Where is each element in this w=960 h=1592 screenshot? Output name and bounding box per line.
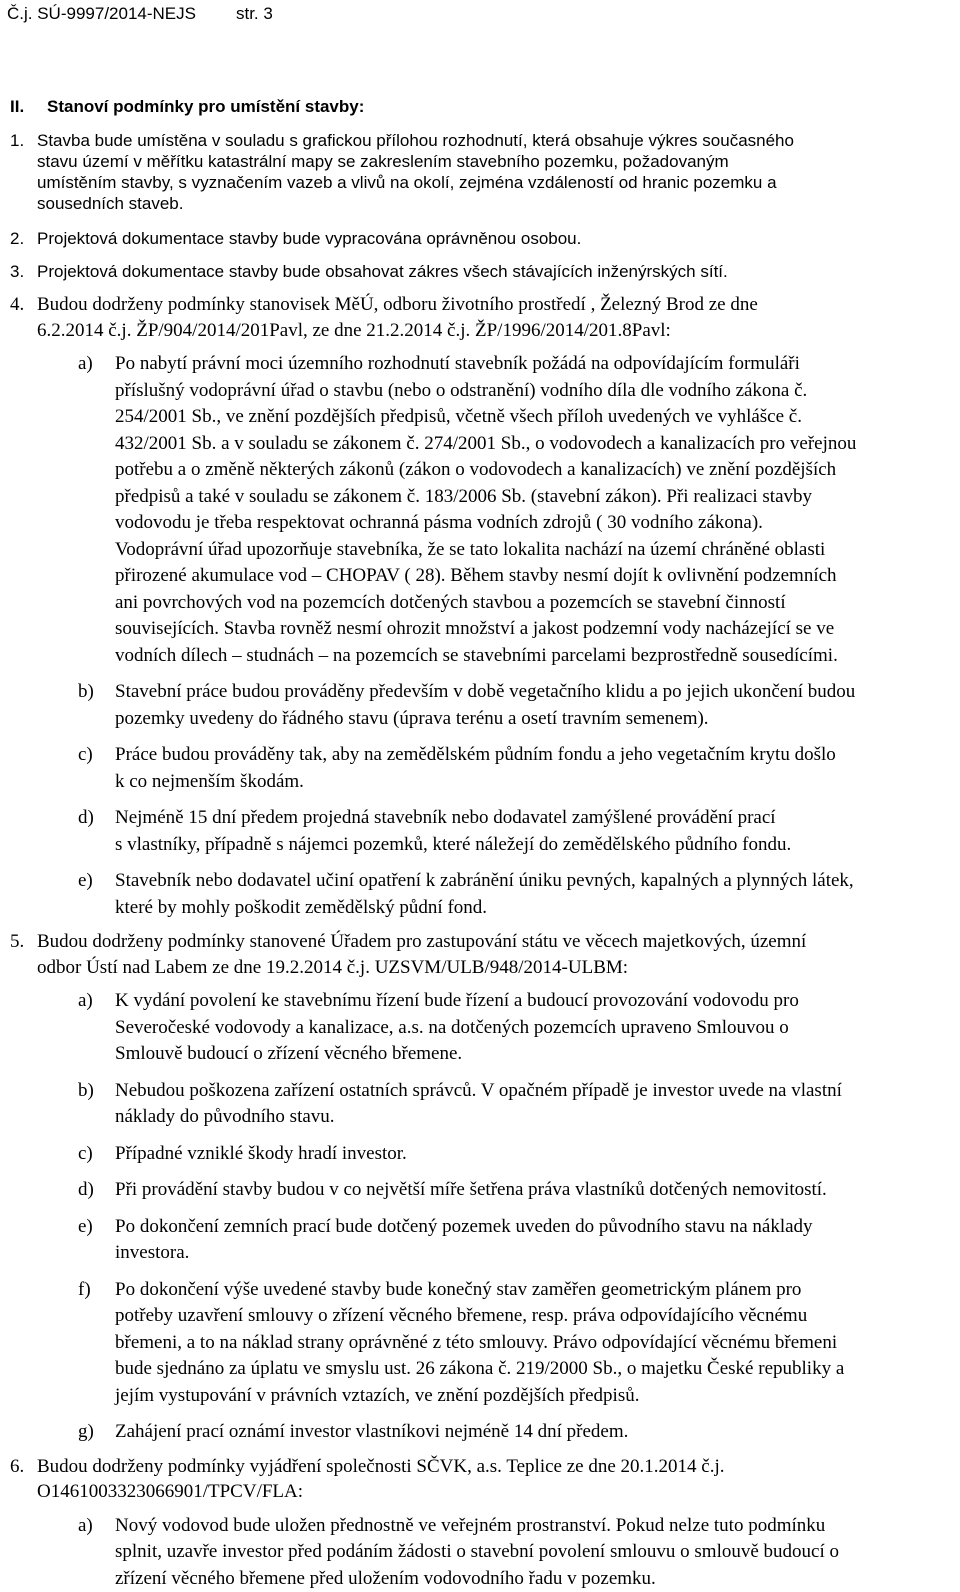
condition-label: c) (78, 742, 93, 769)
page-number: str. 3 (236, 4, 273, 23)
text-line: přirozené akumulace vod – CHOPAV ( 28). Během stavby nesmí dojít k ovlivnění podzemních (115, 563, 960, 590)
point-number: 3. (10, 261, 24, 282)
text-line: splnit, uzavře investor před podáním žádosti o stavební povolení smlouvu o smlouvě budoucí o (115, 1539, 960, 1566)
text-line: vodních dílech – studnách – na pozemcích se stavebními parcelami bezprostředně sousedícími. (115, 643, 960, 670)
condition-label: c) (78, 1141, 93, 1168)
page-header (7, 4, 273, 24)
condition-5e (37, 1214, 960, 1267)
condition-5c (37, 1141, 960, 1168)
condition-label: e) (78, 868, 93, 895)
condition-label: g) (78, 1419, 94, 1446)
text-line: odbor Ústí nad Labem ze dne 19.2.2014 č.j. UZSVM/ULB/948/2014-ULBM: (37, 955, 960, 981)
condition-label: b) (78, 1078, 94, 1105)
condition-5f (37, 1277, 960, 1410)
text-line: Projektová dokumentace stavby bude obsahovat zákres všech stávajících inženýrských sítí. (37, 261, 960, 282)
text-line: Budou dodrženy podmínky stanovisek MěÚ, odboru životního prostředí , Železný Brod ze dne (37, 292, 960, 318)
text-line: K vydání povolení ke stavebnímu řízení bude řízení a budoucí provozování vodovodu pro (115, 988, 960, 1015)
text-line: Práce budou prováděny tak, aby na zemědělském půdním fondu a jeho vegetačním krytu došlo (115, 742, 960, 769)
document-reference: Č.j. SÚ-9997/2014-NEJS (7, 4, 196, 23)
text-line: Nejméně 15 dní předem projedná stavebník nebo dodavatel zamýšlené provádění prací (115, 805, 960, 832)
text-line: Zahájení prací oznámí investor vlastníkovi nejméně 14 dní předem. (115, 1419, 960, 1446)
condition-4d (37, 805, 960, 858)
text-line: Případné vzniklé škody hradí investor. (115, 1141, 960, 1168)
text-line: Po dokončení zemních prací bude dotčený pozemek uveden do původního stavu na náklady (115, 1214, 960, 1241)
point-5 (0, 929, 960, 1446)
text-line: investora. (115, 1240, 960, 1267)
text-line: Severočeské vodovody a kanalizace, a.s. na dotčených pozemcích upraveno Smlouvou o (115, 1015, 960, 1042)
point-number: 2. (10, 228, 24, 249)
text-line: souvisejících. Stavba rovněž nesmí ohrozit množství a jakost podzemní vody nacházející se ve (115, 616, 960, 643)
text-line: potřebu a o změně některých zákonů (zákon o vodovodech a kanalizacích) ve znění pozdějších (115, 457, 960, 484)
text-line: k co nejmenším škodám. (115, 769, 960, 796)
text-line: 6.2.2014 č.j. ŽP/904/2014/201Pavl, ze dne 21.2.2014 č.j. ŽP/1996/2014/201.8Pavl: (37, 318, 960, 344)
point-number: 6. (10, 1454, 24, 1480)
condition-4c (37, 742, 960, 795)
text-line: Po nabytí právní moci územního rozhodnutí stavebník požádá na odpovídajícím formuláři (115, 351, 960, 378)
text-line: bude sjednáno za úplatu ve smyslu ust. 26 zákona č. 219/2000 Sb., o majetku České republiky a (115, 1356, 960, 1383)
point-2 (0, 228, 960, 249)
condition-5g (37, 1419, 960, 1446)
point-6 (0, 1454, 960, 1592)
condition-label: a) (78, 351, 93, 378)
section-title: Stanoví podmínky pro umístění stavby: (47, 97, 364, 116)
condition-5a (37, 988, 960, 1068)
condition-label: e) (78, 1214, 93, 1241)
text-line: příslušný vodoprávní úřad o stavbu (nebo o odstranění) vodního díla dle vodního zákona č. (115, 378, 960, 405)
text-line: břemeni, a to na náklad strany oprávněné z této smlouvy. Právo odpovídající věcnému břemeni (115, 1330, 960, 1357)
point-number: 4. (10, 292, 24, 318)
point-number: 5. (10, 929, 24, 955)
text-line: O1461003323066901/TPCV/FLA: (37, 1479, 960, 1505)
condition-label: d) (78, 1177, 94, 1204)
text-line: náklady do původního stavu. (115, 1104, 960, 1131)
condition-label: f) (78, 1277, 91, 1304)
point-number: 1. (10, 130, 24, 151)
condition-5b (37, 1078, 960, 1131)
text-line: sousedních staveb. (37, 193, 960, 214)
text-line: Při provádění stavby budou v co největší míře šetřena práva vlastníků dotčených nemovitostí. (115, 1177, 960, 1204)
text-line: Nebudou poškozena zařízení ostatních správců. V opačném případě je investor uvede na vlastní (115, 1078, 960, 1105)
text-line: které by mohly poškodit zemědělský půdní fond. (115, 895, 960, 922)
condition-6a (37, 1513, 960, 1592)
text-line: Smlouvě budoucí o zřízení věcného břemene. (115, 1041, 960, 1068)
point-4 (0, 292, 960, 921)
text-line: stavu území v měřítku katastrální mapy se zakreslením stavebního pozemku, požadovaným (37, 151, 960, 172)
document-body (0, 130, 960, 1592)
text-line: potřeby uzavření smlouvy o zřízení věcného břemene, resp. práva odpovídajícího věcnému (115, 1303, 960, 1330)
point-1 (0, 130, 960, 214)
text-line: umístěním stavby, s vyznačením vazeb a vlivů na okolí, zejména vzdáleností od hranic pozemku a (37, 172, 960, 193)
condition-label: a) (78, 1513, 93, 1540)
text-line: předpisů a také v souladu se zákonem č. 183/2006 Sb. (stavební zákon). Při realizaci stavby (115, 484, 960, 511)
condition-label: d) (78, 805, 94, 832)
text-line: Budou dodrženy podmínky vyjádření společnosti SČVK, a.s. Teplice ze dne 20.1.2014 č.j. (37, 1454, 960, 1480)
condition-label: a) (78, 988, 93, 1015)
text-line: Projektová dokumentace stavby bude vypracována oprávněnou osobou. (37, 228, 960, 249)
text-line: jejím vystupování v právních vztazích, ve znění pozdějších předpisů. (115, 1383, 960, 1410)
section-heading (10, 96, 364, 118)
text-line: ani povrchových vod na pozemcích dotčených stavbou a pozemcích se stavební činností (115, 590, 960, 617)
text-line: Budou dodrženy podmínky stanovené Úřadem pro zastupování státu ve věcech majetkových, územní (37, 929, 960, 955)
text-line: Nový vodovod bude uložen přednostně ve veřejném prostranství. Pokud nelze tuto podmínku (115, 1513, 960, 1540)
condition-4b (37, 679, 960, 732)
text-line: Stavebník nebo dodavatel učiní opatření k zabránění úniku pevných, kapalných a plynných látek, (115, 868, 960, 895)
text-line: zřízení věcného břemene před uložením vodovodního řadu v pozemku. (115, 1566, 960, 1592)
text-line: Stavba bude umístěna v souladu s grafickou přílohou rozhodnutí, která obsahuje výkres současného (37, 130, 960, 151)
text-line: vodovodu je třeba respektovat ochranná pásma vodních zdrojů ( 30 vodního zákona). (115, 510, 960, 537)
section-number: II. (10, 96, 47, 118)
text-line: Po dokončení výše uvedené stavby bude konečný stav zaměřen geometrickým plánem pro (115, 1277, 960, 1304)
text-line: pozemky uvedeny do řádného stavu (úprava terénu a osetí travním semenem). (115, 706, 960, 733)
text-line: 432/2001 Sb. a v souladu se zákonem č. 274/2001 Sb., o vodovodech a kanalizacích pro veřejnou (115, 431, 960, 458)
text-line: Stavební práce budou prováděny především v době vegetačního klidu a po jejich ukončení budou (115, 679, 960, 706)
point-3 (0, 261, 960, 282)
text-line: 254/2001 Sb., ve znění pozdějších předpisů, včetně všech příloh uvedených ve vyhlášce č. (115, 404, 960, 431)
condition-4a (37, 351, 960, 669)
text-line: Vodoprávní úřad upozorňuje stavebníka, že se tato lokalita nachází na území chráněné oblasti (115, 537, 960, 564)
condition-4e (37, 868, 960, 921)
condition-5d (37, 1177, 960, 1204)
condition-label: b) (78, 679, 94, 706)
text-line: s vlastníky, případně s nájemci pozemků, které náležejí do zemědělského půdního fondu. (115, 832, 960, 859)
